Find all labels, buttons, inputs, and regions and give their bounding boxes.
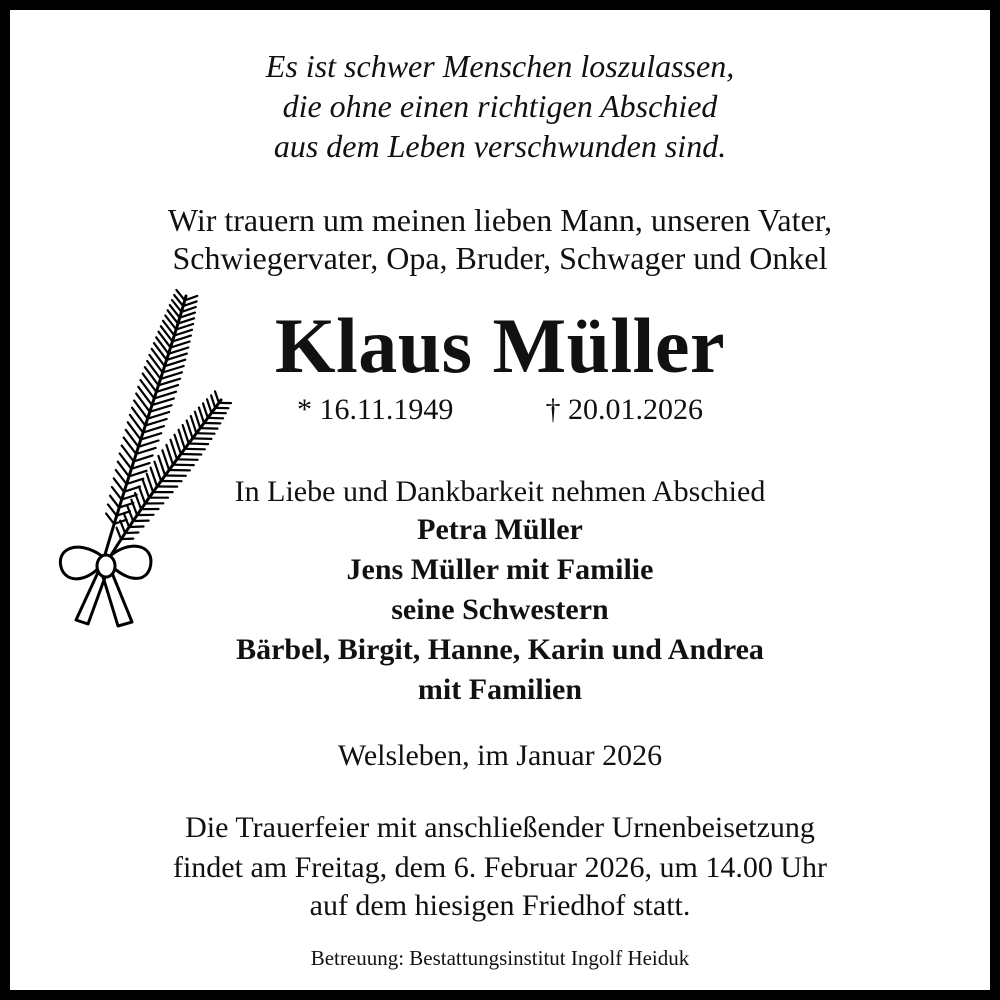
- farewell-text: In Liebe und Dankbarkeit nehmen Abschied: [234, 475, 766, 508]
- family-line-4: Bärbel, Birgit, Hanne, Karin und Andrea: [236, 633, 764, 666]
- ceremony-line-3: auf dem hiesigen Friedhof statt.: [309, 889, 691, 922]
- deceased-name: Klaus Müller: [274, 302, 726, 389]
- quote-line-1: Es ist schwer Menschen loszulassen,: [265, 48, 735, 84]
- fir-needle: [177, 459, 198, 460]
- family-line-1: Petra Müller: [417, 513, 583, 546]
- place-date: Welsleben, im Januar 2026: [337, 739, 663, 772]
- fir-needle: [200, 428, 217, 429]
- intro-line-1: Wir trauern um meinen lieben Mann, unseren Vater,: [167, 202, 833, 238]
- ceremony-line-1: Die Trauerfeier mit anschließender Urnenbeisetzung: [185, 811, 815, 844]
- fir-needle: [175, 435, 181, 454]
- family-line-2: Jens Müller mit Familie: [346, 553, 654, 586]
- fir-needle: [185, 449, 205, 450]
- birth-date: * 16.11.1949: [297, 393, 454, 426]
- fir-needle: [189, 444, 208, 445]
- funeral-home-credit: Betreuung: Bestattungsinstitut Ingolf Heiduk: [310, 946, 690, 970]
- death-date: † 20.01.2026: [545, 393, 703, 426]
- quote-line-3: aus dem Leben verschwunden sind.: [273, 128, 727, 164]
- fir-needle: [193, 438, 212, 439]
- intro-line-2: Schwiegervater, Opa, Bruder, Schwager und Onkel: [172, 240, 828, 276]
- fir-needle: [196, 433, 214, 434]
- family-line-5: mit Familien: [417, 673, 583, 706]
- quote-line-2: die ohne einen richtigen Abschied: [282, 88, 718, 124]
- fir-needle: [181, 454, 201, 455]
- ceremony-line-2: findet am Freitag, dem 6. Februar 2026, um 14.00 Uhr: [172, 851, 828, 884]
- family-line-3: seine Schwestern: [391, 593, 609, 626]
- life-dates: [10, 392, 990, 428]
- fir-needle: [179, 430, 185, 449]
